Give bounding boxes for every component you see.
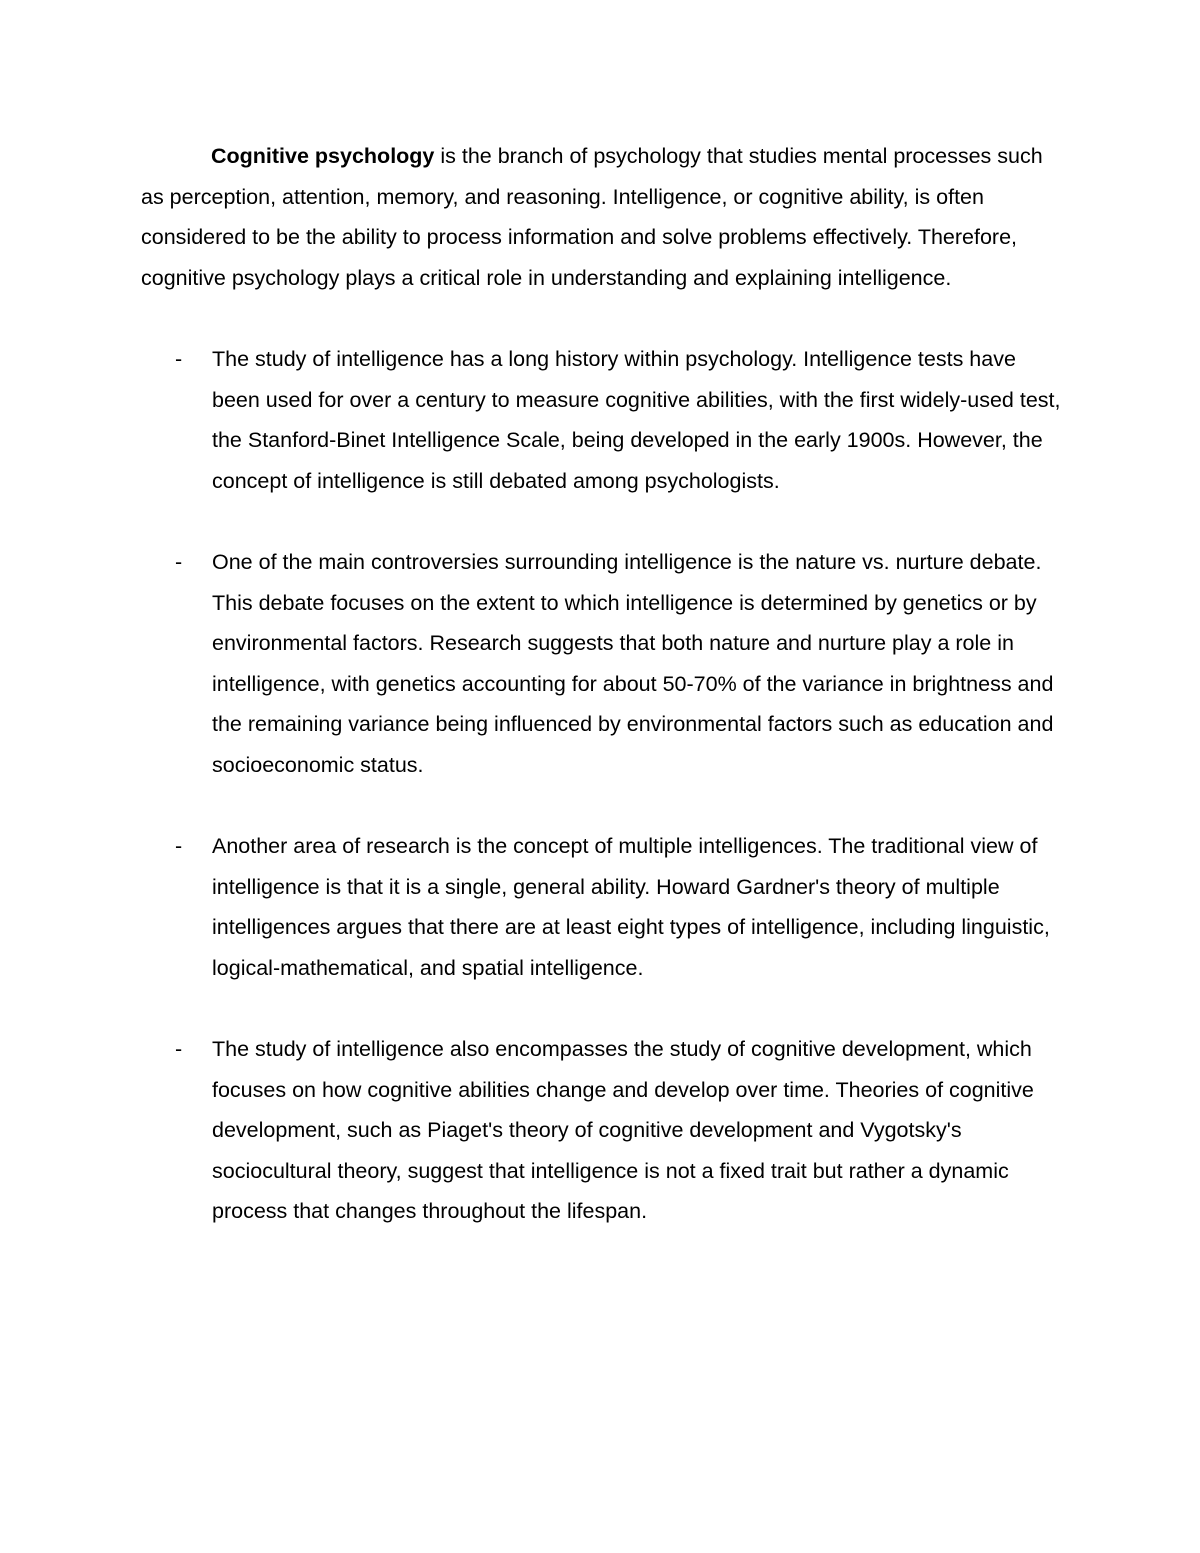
- list-item-text: The study of intelligence has a long history within psychology. Intelligence tests have been used for over a century to measure cognitive abilities, with the first widely-used test, the Stanford-Binet Intelligence Scale, being developed in the early 1900s. However, the concept of intelligence is still debated among psychologists.: [212, 346, 1061, 493]
- dash-bullet-icon: -: [175, 1037, 183, 1062]
- list-item: [141, 1029, 1061, 1232]
- list-item-text: The study of intelligence also encompasses the study of cognitive development, which focuses on how cognitive abilities change and develop over time. Theories of cognitive development, such as Piaget's theory of cognitive development and Vygotsky's sociocultural theory, suggest that intelligence is not a fixed trait but rather a dynamic process that changes throughout the lifespan.: [212, 1037, 1034, 1224]
- document-page: [141, 136, 1061, 1273]
- bullet-list: [141, 339, 1061, 1232]
- list-item-text: One of the main controversies surrounding intelligence is the nature vs. nurture debate. This debate focuses on the extent to which intelligence is determined by genetics or by environmental factors. Research suggests that both nature and nurture play a role in intelligence, with genetics accounting for about 50-70% of the variance in brightness and the remaining variance being influenced by environmental factors such as education and socioeconomic status.: [212, 549, 1054, 777]
- intro-text: is the branch of psychology that studies mental processes such as perception, attention, memory, and reasoning. Intelligence, or cognitive ability, is often considered to be the ability to process information and solve problems effectively. Therefore, cognitive psychology plays a critical role in understanding and explaining intelligence.: [141, 144, 1043, 290]
- intro-term: Cognitive psychology: [211, 144, 435, 168]
- dash-bullet-icon: -: [175, 549, 183, 574]
- list-item: [141, 339, 1061, 501]
- intro-paragraph: [141, 136, 1061, 298]
- list-item: [141, 542, 1061, 786]
- dash-bullet-icon: -: [175, 834, 183, 859]
- dash-bullet-icon: -: [175, 346, 183, 371]
- list-item-text: Another area of research is the concept of multiple intelligences. The traditional view of intelligence is that it is a single, general ability. Howard Gardner's theory of multiple intelligences argues that there are at least eight types of intelligence, including linguistic, logical-mathematical, and spatial intelligence.: [212, 834, 1050, 980]
- list-item: [141, 826, 1061, 988]
